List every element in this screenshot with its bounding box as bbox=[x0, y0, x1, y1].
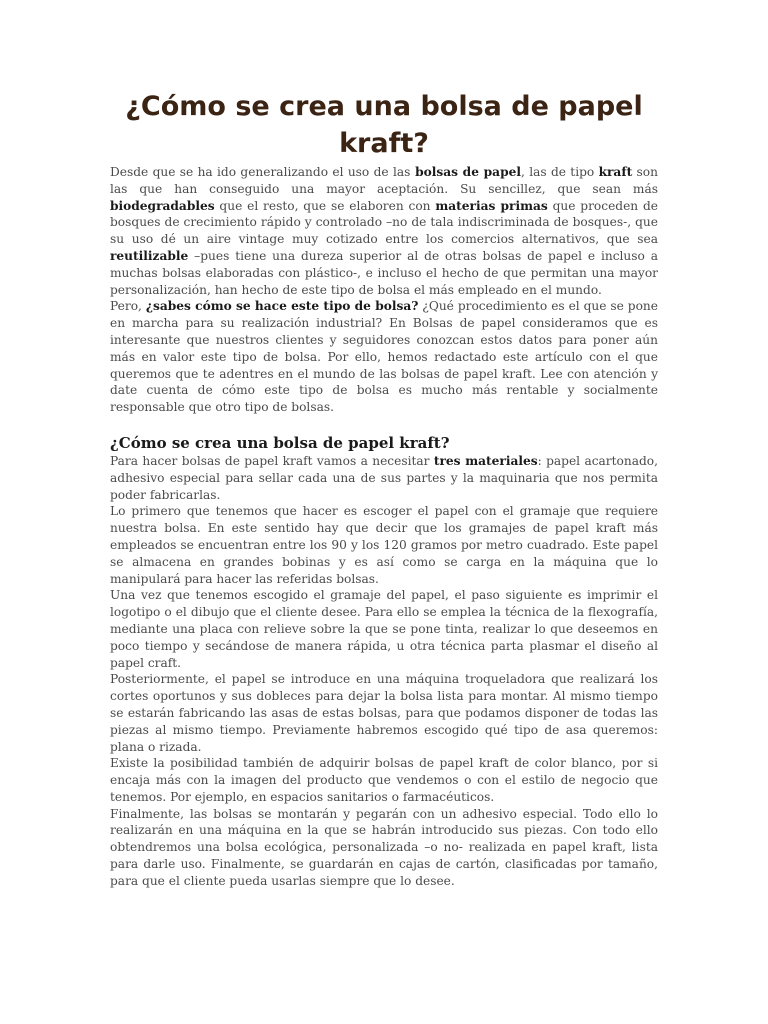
text-run: Pero, bbox=[110, 299, 146, 314]
section-paragraph-5 bbox=[110, 755, 658, 805]
section-paragraph-3 bbox=[110, 587, 658, 671]
bold-text-run: ¿sabes cómo se hace este tipo de bolsa? bbox=[145, 299, 419, 314]
text-run: ¿Qué procedimiento es el que se pone en marcha para su realización industrial? En Bolsas de papel consideramos que es interesante que nuestros clientes y seguidores conozcan estos datos para poner aún más en valor este tipo de bolsa. Por ello, hemos redactado este artículo con el que queremos que te adentres en el mundo de las bolsas de papel kraft. Lee con atención y date cuenta de cómo este tipo de bolsa es mucho más rentable y socialmente responsable que otro tipo de bolsas. bbox=[110, 299, 658, 415]
text-run: Desde que se ha ido generalizando el uso de las bbox=[110, 165, 411, 179]
bold-text-run: reutilizable bbox=[110, 248, 189, 263]
text-run: , las de tipo bbox=[520, 165, 599, 179]
text-run: son las que han conseguido una mayor aceptación. Su sencillez, que sean más bbox=[110, 165, 658, 196]
section-paragraph-6 bbox=[110, 806, 658, 890]
text-run: Existe la posibilidad también de adquirir bolsas de papel kraft de color blanco, por si encaja más con la imagen del producto que vendemos o con el estilo de negocio que tenemos. Por ejemplo, en espacios sanitarios o farmacéuticos. bbox=[110, 756, 658, 804]
text-run: Finalmente, las bolsas se montarán y pegarán con un adhesivo especial. Todo ello lo realizarán en una máquina en la que se habrán introducido sus piezas. Con todo ello obtendremos una bolsa ecológica, personalizada –o no- realizada en papel kraft, lista para darle uso. Finalmente, se guardarán en cajas de cartón, clasificadas por tamaño, para que el cliente pueda usarlas siempre que lo desee. bbox=[110, 806, 658, 888]
text-run: –pues tiene una dureza superior al de otras bolsas de papel e incluso a muchas bolsas elaboradas con plástico-, e incluso el hecho de que permitan una mayor personalización, han hecho de este tipo de bolsa el más empleado en el mundo. bbox=[110, 248, 658, 297]
text-run: Lo primero que tenemos que hacer es escoger el papel con el gramaje que requiere nuestra bolsa. En este sentido hay que decir que los gramajes de papel kraft más empleados se encuentran entre los 90 y los 120 gramos por metro cuadrado. Este papel se almacena en grandes bobinas y es así como se carga en la máquina que lo manipulará para hacer las referidas bolsas. bbox=[110, 504, 658, 586]
bold-text-run: bolsas de papel bbox=[410, 165, 521, 179]
bold-text-run: kraft bbox=[598, 165, 633, 179]
section-paragraph-4 bbox=[110, 671, 658, 755]
document-title: ¿Cómo se crea una bolsa de papel kraft? bbox=[125, 91, 643, 159]
text-run: que proceden de bosques de crecimiento rápido y controlado –no de tala indiscriminada de bosques-, que su uso dé un aire vintage muy cotizado entre los comercios alternativos, que sea bbox=[110, 198, 658, 247]
text-run: Posteriormente, el papel se introduce en una máquina troqueladora que realizará los cortes oportunos y sus dobleces para dejar la bolsa lista para montar. Al mismo tiempo se estarán fabricando las asas de estas bolsas, para que podamos disponer de todas las piezas al mismo tiempo. Previamente habremos escogido qué tipo de asa queremos: plana o rizada. bbox=[110, 672, 658, 754]
intro-paragraph-1 bbox=[110, 164, 658, 298]
text-run: que el resto, que se elaboren con bbox=[214, 198, 436, 213]
section-heading: ¿Cómo se crea una bolsa de papel kraft? bbox=[110, 433, 450, 452]
bold-text-run: materias primas bbox=[435, 198, 548, 213]
section-paragraph-2 bbox=[110, 503, 658, 587]
text-run: : papel acartonado, adhesivo especial para sellar cada una de sus partes y la maquinaria que nos permita poder fabricarlas. bbox=[110, 453, 659, 502]
section-paragraph-1 bbox=[110, 453, 658, 503]
intro-paragraph-2 bbox=[110, 298, 658, 416]
bold-text-run: tres materiales bbox=[433, 453, 538, 468]
document-page bbox=[110, 88, 658, 890]
bold-text-run: biodegradables bbox=[110, 198, 215, 213]
text-run: Una vez que tenemos escogido el gramaje del papel, el paso siguiente es imprimir el logotipo o el dibujo que el cliente desee. Para ello se emplea la técnica de la flexografía, mediante una placa con relieve sobre la que se pone tinta, realizar lo que deseemos en poco tiempo y secándose de manera rápida, u otra técnica parta plasmar el diseño al papel craft. bbox=[110, 588, 658, 670]
text-run: Para hacer bolsas de papel kraft vamos a necesitar bbox=[110, 453, 434, 468]
